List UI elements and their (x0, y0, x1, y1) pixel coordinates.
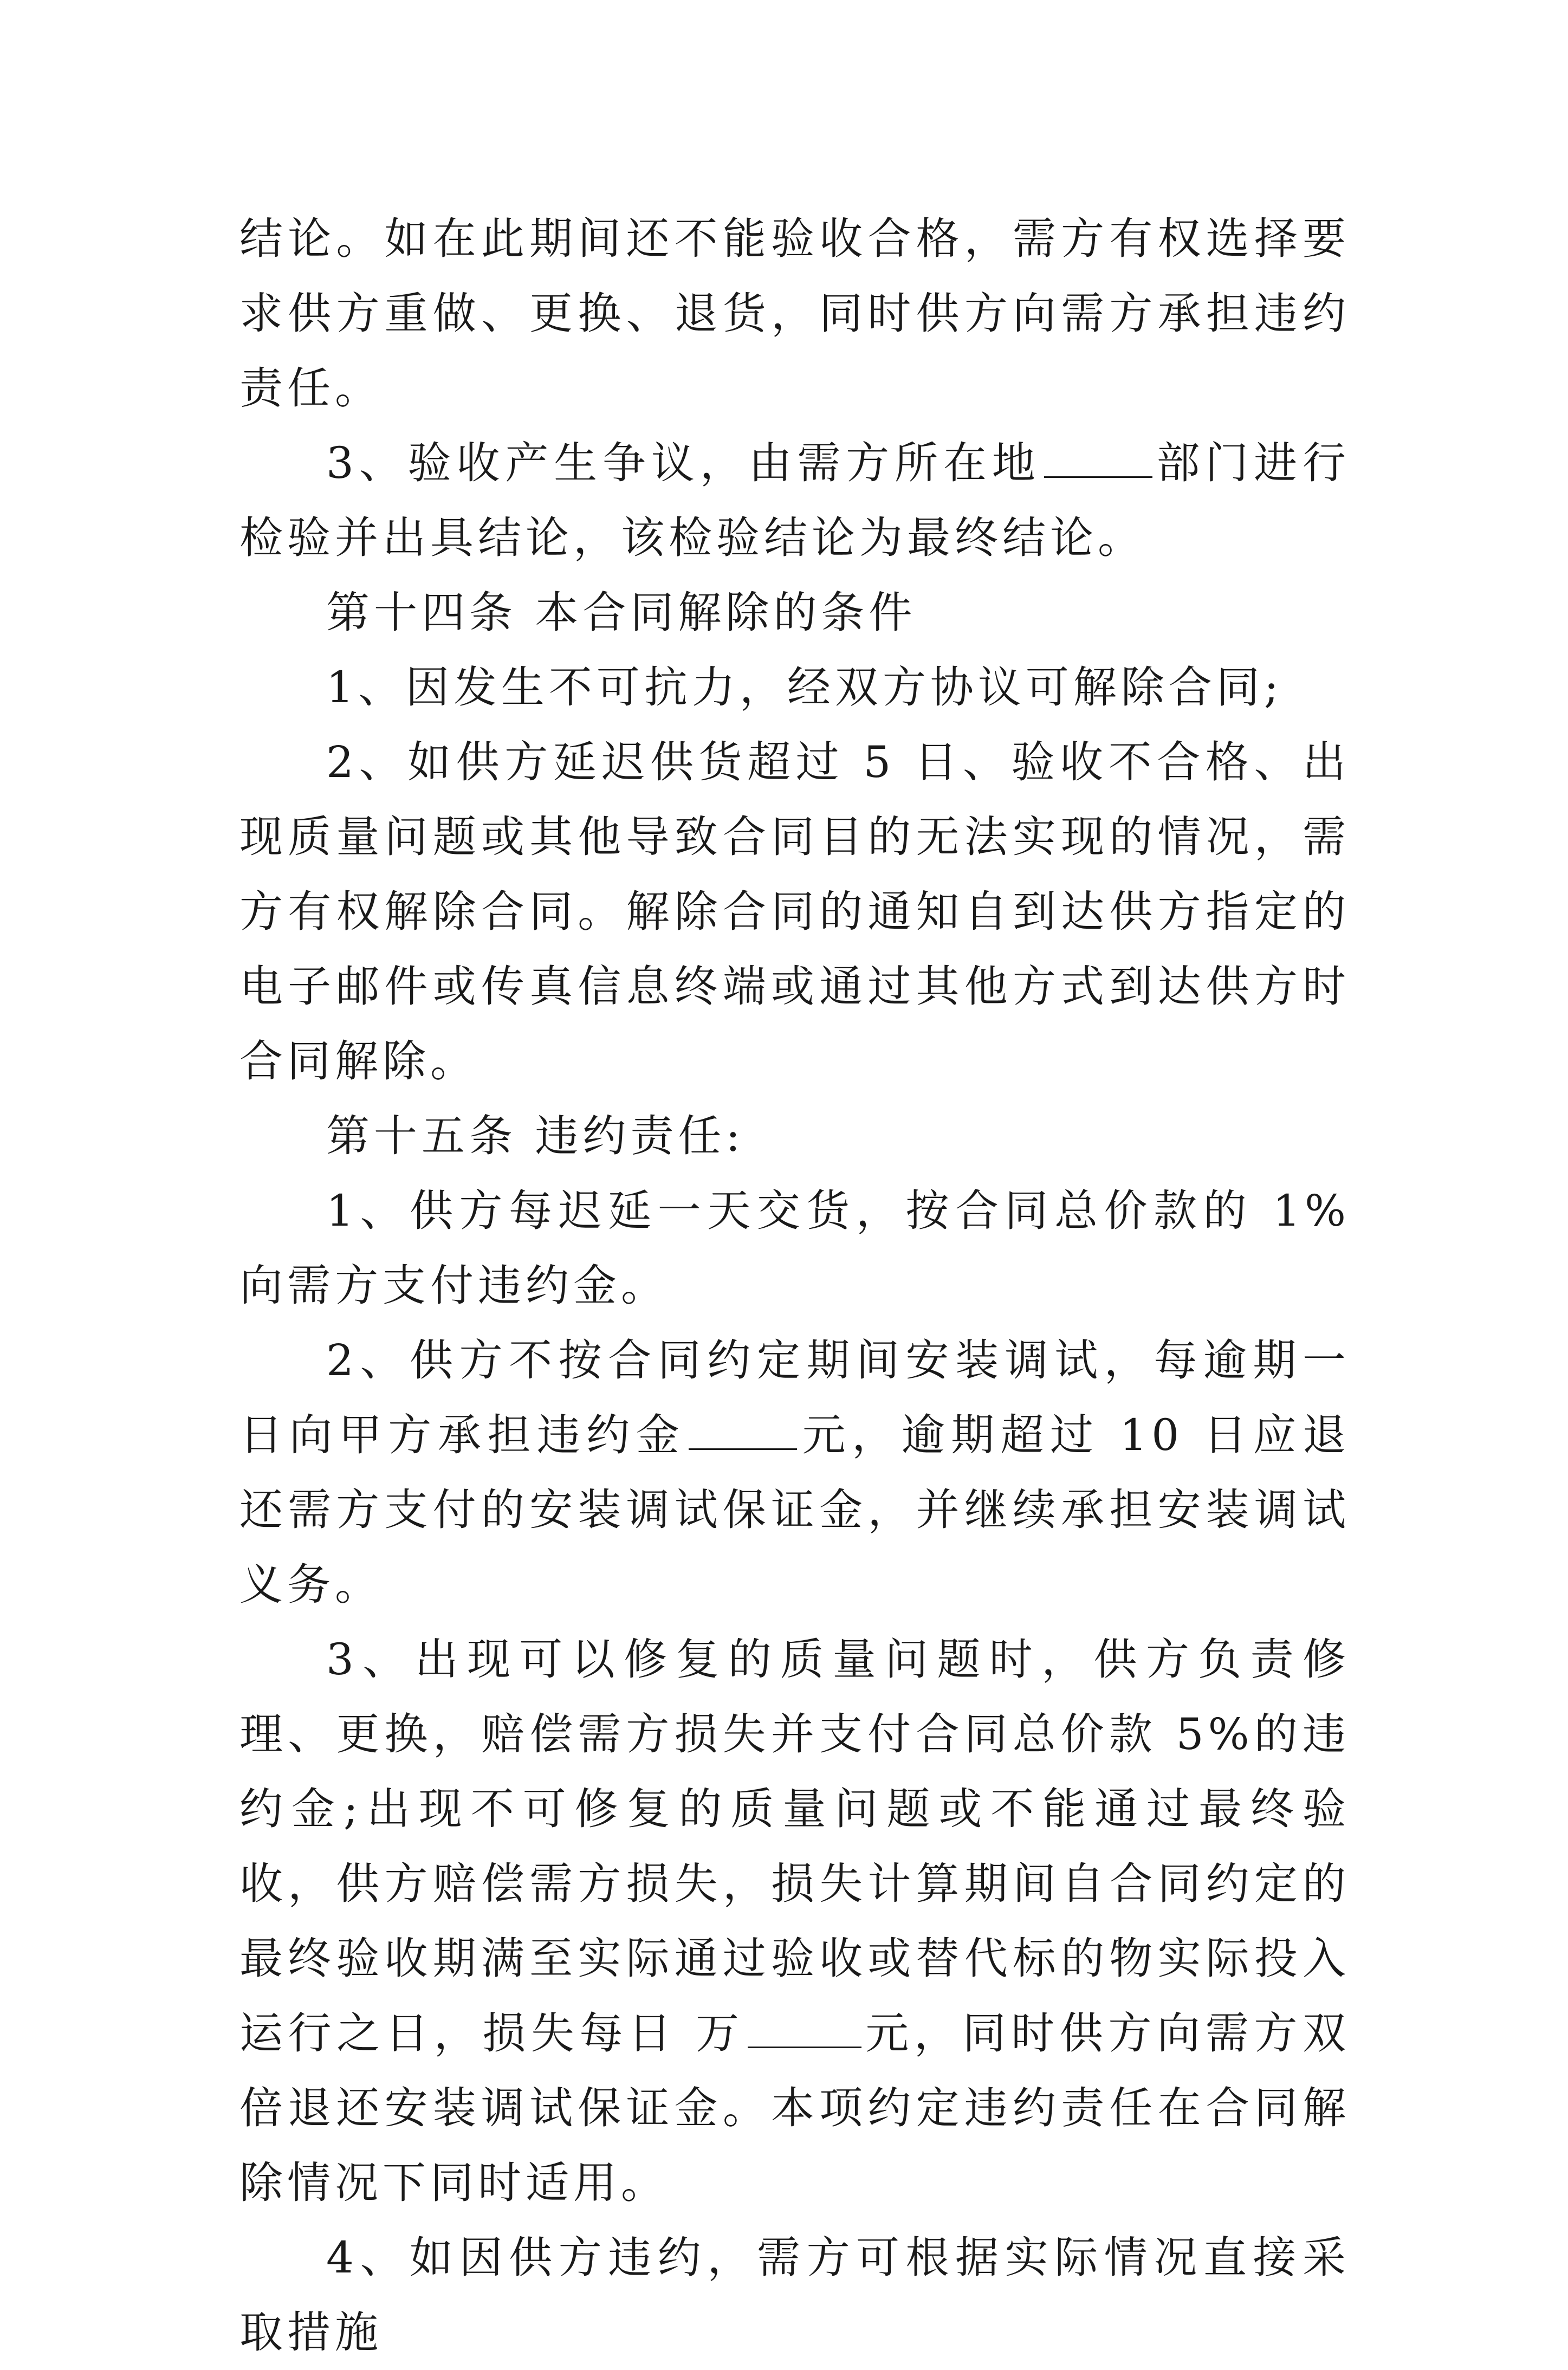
paragraph-text-after-blank: 元，逾期超过 10 日应退还需方支付的安装调试保证金，并继续承担安装调试义务。 (239, 1410, 1351, 1610)
fill-in-blank (1044, 442, 1152, 478)
paragraph-text-before-blank: 2、供方不按合同约定期间安装调试，每逾期一日向甲方承担违约金 (239, 1335, 1350, 1460)
paragraph-quality-issue-penalty (239, 1622, 1350, 2220)
paragraph-text-after-blank: 元，同时供方向需方双倍退还安装调试保证金。本项约定违约责任在合同解除情况下同时适用。 (239, 2008, 1351, 2208)
paragraph-text-before-blank: 3、验收产生争议，由需方所在地 (326, 438, 1041, 488)
paragraph-breach-measures (239, 2220, 1350, 2370)
fill-in-blank (689, 1414, 797, 1450)
paragraph-acceptance-dispute (239, 426, 1350, 575)
paragraph-late-delivery-penalty (239, 1174, 1350, 1323)
paragraph-text: 4、如因供方违约，需方可根据实际情况直接采取措施 (239, 2232, 1350, 2358)
paragraph-termination-conditions (239, 725, 1350, 1099)
paragraph-text: 结论。如在此期间还不能验收合格，需方有权选择要求供方重做、更换、退货，同时供方向需方承担违约责任。 (239, 213, 1350, 413)
paragraph-text-before-blank: 3、出现可以修复的质量问题时，供方负责修理、更换，赔偿需方损失并支付合同总价款 5%的违约金;出现不可修复的质量问题或不能通过最终验收，供方赔偿需方损失，损失计算期间自合同约定的最终验收期满至实际通过验收或替代标的物实际投入运行之日，损失每日 万 (239, 1634, 1350, 2058)
paragraph-force-majeure (239, 650, 1350, 725)
paragraph-installation-delay-penalty (239, 1323, 1350, 1622)
article-15-heading (239, 1099, 1350, 1174)
article-14-heading (239, 575, 1350, 650)
paragraph-text-after-blank: 部门进行检验并出具结论，该检验结论为最终结论。 (239, 438, 1350, 563)
fill-in-blank (748, 2012, 861, 2048)
article-heading-text: 第十四条 本合同解除的条件 (326, 587, 917, 638)
paragraph-acceptance-conclusion (239, 202, 1350, 426)
article-heading-text: 第十五条 违约责任: (326, 1111, 745, 1161)
paragraph-text: 1、因发生不可抗力，经双方协议可解除合同; (326, 662, 1283, 713)
paragraph-text: 1、供方每迟延一天交货，按合同总价款的 1%向需方支付违约金。 (239, 1186, 1350, 1311)
contract-text-body (239, 202, 1350, 2370)
paragraph-text: 2、如供方延迟供货超过 5 日、验收不合格、出现质量问题或其他导致合同目的无法实现的情况，需方有权解除合同。解除合同的通知自到达供方指定的电子邮件或传真信息终端或通过其他方式到达供方时合同解除。 (239, 737, 1350, 1086)
